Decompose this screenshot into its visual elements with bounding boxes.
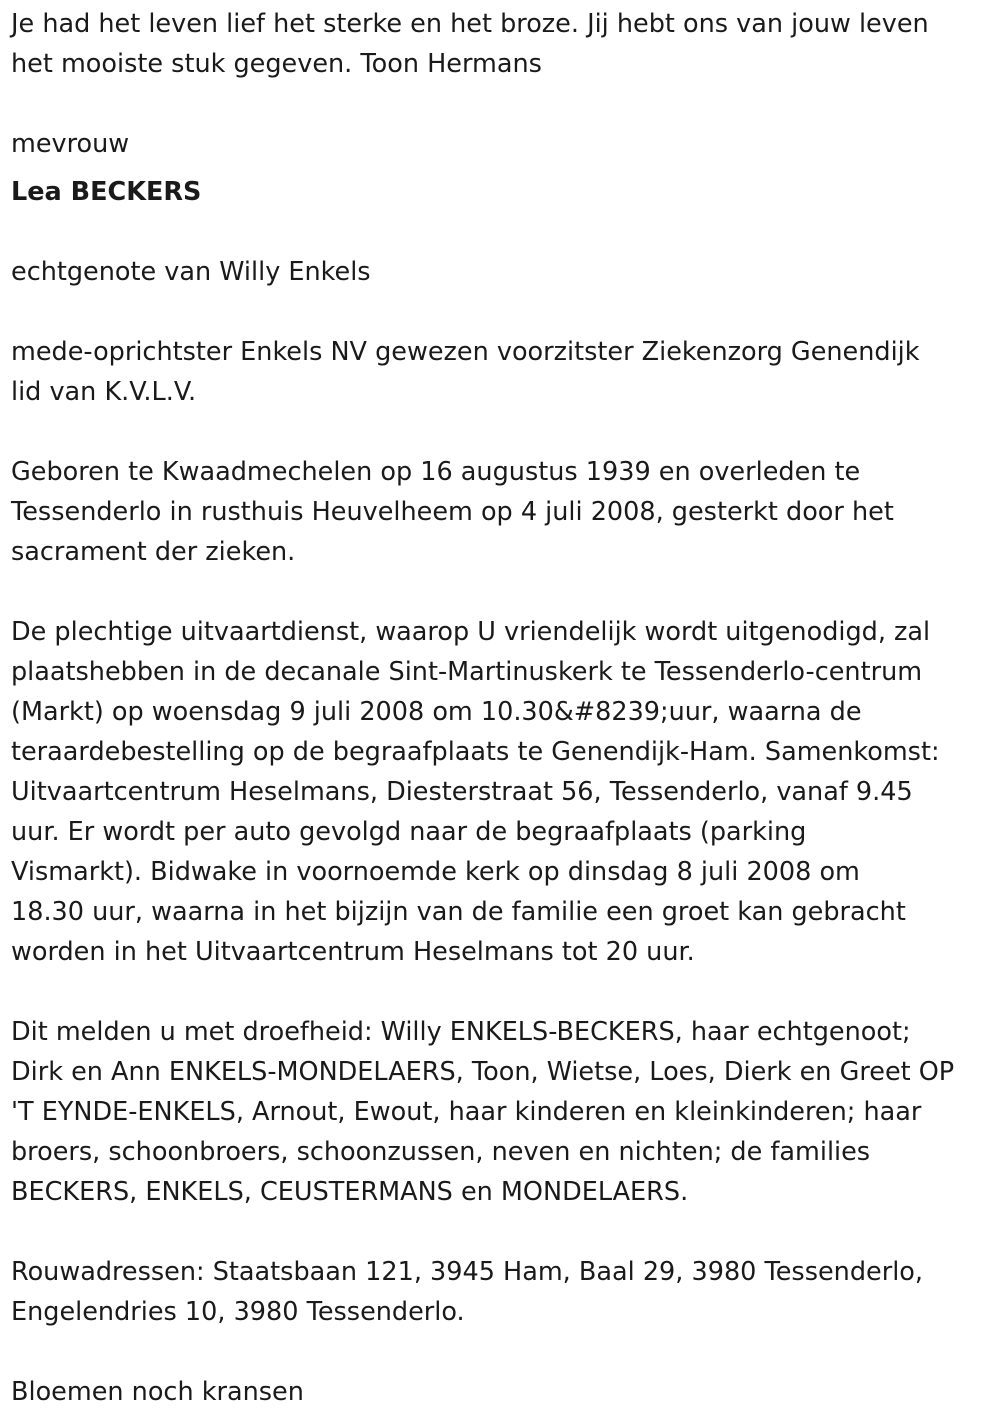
ceremony-line: Uitvaartcentrum Heselmans, Diesterstraat 56, Tessenderlo, vanaf 9.45 bbox=[11, 777, 913, 807]
birth-death-paragraph bbox=[11, 452, 993, 572]
obituary-document bbox=[11, 4, 993, 1412]
family-line: Dirk en Ann ENKELS-MONDELAERS, Toon, Wietse, Loes, Dierk en Greet OP bbox=[11, 1057, 955, 1087]
birth-death-line: Tessenderlo in rusthuis Heuvelheem op 4 juli 2008, gesterkt door het bbox=[11, 497, 894, 527]
ceremony-line: worden in het Uitvaartcentrum Heselmans tot 20 uur. bbox=[11, 937, 695, 967]
ceremony-line: Vismarkt). Bidwake in voornoemde kerk op dinsdag 8 juli 2008 om bbox=[11, 857, 860, 887]
family-paragraph bbox=[11, 1012, 993, 1212]
family-line: broers, schoonbroers, schoonzussen, neven en nichten; de families bbox=[11, 1137, 871, 1167]
address-line: Engelendries 10, 3980 Tessenderlo. bbox=[11, 1297, 465, 1327]
roles-paragraph bbox=[11, 332, 993, 412]
opening-quote bbox=[11, 4, 993, 84]
ceremony-line: (Markt) op woensdag 9 juli 2008 om 10.30&#8239;uur, waarna de bbox=[11, 697, 862, 727]
birth-death-line: sacrament der zieken. bbox=[11, 537, 296, 567]
ceremony-line: plaatshebben in de decanale Sint-Martinuskerk te Tessenderlo-centrum bbox=[11, 657, 923, 687]
family-line: 'T EYNDE-ENKELS, Arnout, Ewout, haar kinderen en kleinkinderen; haar bbox=[11, 1097, 922, 1127]
quote-line: het mooiste stuk gegeven. Toon Hermans bbox=[11, 49, 542, 79]
addresses-paragraph bbox=[11, 1252, 993, 1332]
quote-line: Je had het leven lief het sterke en het broze. Jij hebt ons van jouw leven bbox=[11, 9, 929, 39]
family-line: BECKERS, ENKELS, CEUSTERMANS en MONDELAERS. bbox=[11, 1177, 689, 1207]
closing-line: Bloemen noch kransen bbox=[11, 1377, 304, 1407]
honorific-title: mevrouw bbox=[11, 129, 130, 159]
ceremony-line: uur. Er wordt per auto gevolgd naar de begraafplaats (parking bbox=[11, 817, 807, 847]
ceremony-line: De plechtige uitvaartdienst, waarop U vriendelijk wordt uitgenodigd, zal bbox=[11, 617, 931, 647]
spouse-line: echtgenote van Willy Enkels bbox=[11, 257, 371, 287]
roles-line: mede-oprichtster Enkels NV gewezen voorzitster Ziekenzorg Genendijk bbox=[11, 337, 920, 367]
family-line: Dit melden u met droefheid: Willy ENKELS-BECKERS, haar echtgenoot; bbox=[11, 1017, 911, 1047]
address-line: Rouwadressen: Staatsbaan 121, 3945 Ham, Baal 29, 3980 Tessenderlo, bbox=[11, 1257, 923, 1287]
birth-death-line: Geboren te Kwaadmechelen op 16 augustus 1939 en overleden te bbox=[11, 457, 861, 487]
ceremony-line: 18.30 uur, waarna in het bijzijn van de familie een groet kan gebracht bbox=[11, 897, 906, 927]
ceremony-paragraph bbox=[11, 612, 993, 972]
ceremony-line: teraardebestelling op de begraafplaats te Genendijk-Ham. Samenkomst: bbox=[11, 737, 940, 767]
roles-line: lid van K.V.L.V. bbox=[11, 377, 197, 407]
deceased-name: Lea BECKERS bbox=[11, 177, 202, 207]
